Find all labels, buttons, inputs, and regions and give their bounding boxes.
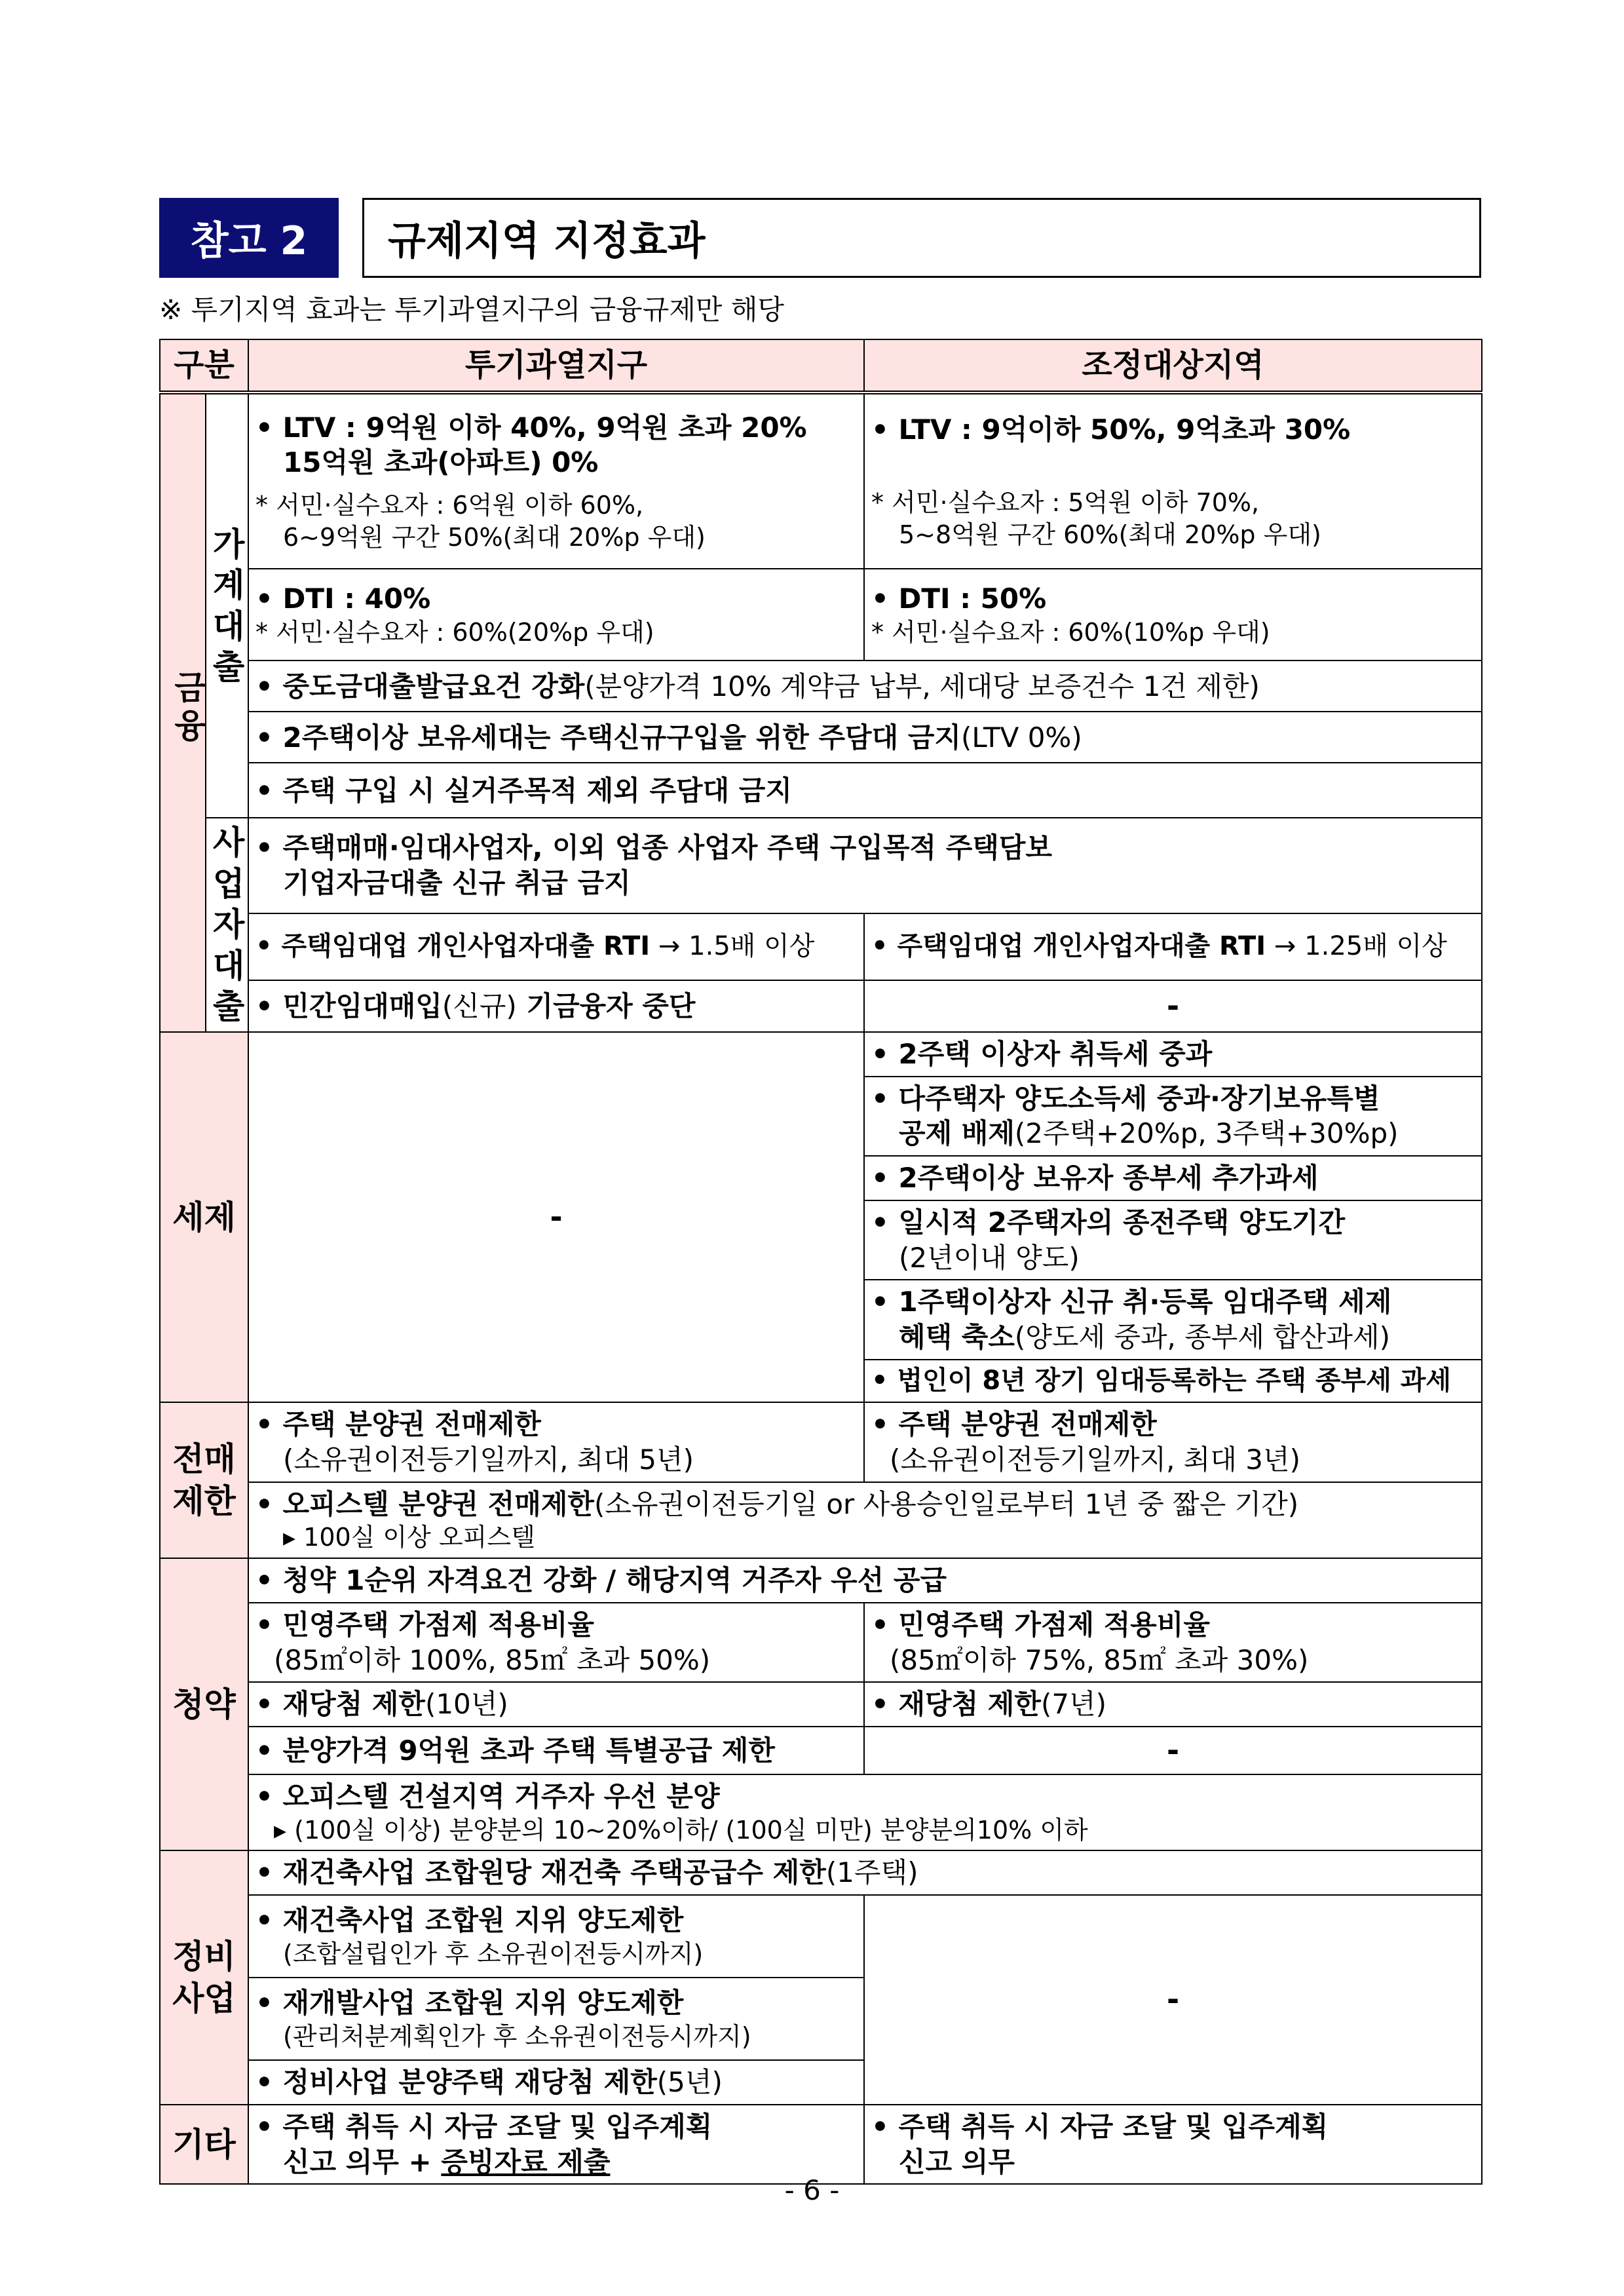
maintenance-redevelop-transfer: • 재개발사업 조합원 지위 양도제한 [255,1986,684,2019]
ltv-speculative-note: * 서민·실수요자 : 6억원 이하 60%, [255,491,644,520]
interim-loan: • 중도금대출발급요건 강화 [255,670,585,702]
corp-loan-line-2: 기업자금대출 신규 취급 금지 [283,867,631,900]
maintenance-rewin: • 정비사업 분양주택 재당첨 제한 [255,2066,657,2098]
table-row [160,1402,1482,1482]
resale-officetel-cell [248,1482,1482,1558]
ltv-speculative: • LTV : 9억원 이하 40%, 9억원 초과 20% [255,411,807,444]
maintenance-adjustment: - [864,1895,1482,2105]
private-rental-cell [248,980,864,1032]
tax-label: 세제 [160,1032,248,1402]
ltv-speculative-cell [248,392,864,569]
maintenance-label [160,1850,248,2105]
purchase-ban: • 주택 구입 시 실거주목적 제외 주담대 금지 [248,763,1482,818]
corp-loan-line: • 주택매매·임대사업자, 이외 업종 사업자 주택 구입목적 주택담보 [255,832,1052,864]
table-row [160,660,1482,712]
maintenance-rebuild-limit: • 재건축사업 조합원당 재건축 주택공급수 제한 [255,1856,826,1889]
ltv-adjustment: • LTV : 9억이하 50%, 9억초과 30% [871,413,1351,446]
table-header-row [160,339,1482,392]
two-house-ban: • 2주택이상 보유세대는 주택신규구입을 위한 주담대 금지 [255,721,961,754]
maintenance-rebuild-transfer-cell [248,1895,864,1978]
rti-speculative: • 주택임대업 개인사업자대출 RTI [255,931,651,962]
dti-speculative: • DTI : 40% [255,583,431,615]
etc-adjustment-cell [864,2105,1482,2185]
regulation-table [159,339,1482,2185]
maintenance-label-line: 정비 [172,1938,236,1976]
household-loan-char: 가 [213,525,245,564]
tax-temporary-cell [864,1200,1482,1280]
rti-speculative-value: → 1.5배 이상 [650,931,815,962]
resale-officetel-detail: (소유권이전등기일 or 사용승인일로부터 1년 중 짧은 기간) [594,1487,1299,1520]
dti-adjustment: • DTI : 50% [871,583,1047,615]
corp-loan-cell [248,818,1482,913]
subscription-officetel: • 오피스텔 건설지역 거주자 우선 분양 [255,1780,720,1812]
page-number: - 6 - [784,2174,840,2206]
table-row [160,763,1482,818]
dti-speculative-note: * 서민·실수요자 : 60%(20%p 우대) [255,618,654,647]
interim-loan-cell [248,660,1482,712]
resale-label [160,1402,248,1558]
private-rental: • 민간임대매입 [255,989,442,1022]
tax-transfer: • 다주택자 양도소득세 중과·장기보유특별 [871,1082,1380,1115]
maintenance-rebuild-transfer-note: (조합설립인가 후 소유권이전등시까지) [283,1939,704,1968]
maintenance-rebuild-limit-cell [248,1850,1482,1895]
private-rental-new: (신규) [442,989,517,1022]
two-house-cell [248,712,1482,763]
tax-corporate: • 법인이 8년 장기 임대등록하는 주택 종부세 과세 [864,1360,1482,1402]
resale-speculative: • 주택 분양권 전매제한 [255,1408,541,1441]
resale-adjustment-cell [864,1402,1482,1482]
business-loan-char: 사 [213,824,245,862]
subscription-rewin-speculative-years: (10년) [425,1688,508,1721]
etc-adjustment: • 주택 취득 시 자금 조달 및 입주계획 [871,2110,1329,2143]
table-row [160,980,1482,1032]
table-row [160,1895,1482,1978]
subscription-rewin-adjustment-cell [864,1682,1482,1727]
ltv-speculative-apartment: 15억원 초과(아파트) 0% [283,446,599,479]
table-row [160,392,1482,569]
rti-adjustment-value: → 1.25배 이상 [1266,931,1447,962]
tax-rental-reduction: 혜택 축소 [899,1321,1015,1354]
ltv-adjustment-note: * 서민·실수요자 : 5억원 이하 70%, [871,488,1260,518]
dti-speculative-cell [248,569,864,660]
top-note: ※ 투기지역 효과는 투기과열지구의 금융규제만 해당 [159,294,784,326]
ltv-speculative-note-2: 6~9억원 구간 50%(최대 20%p 우대) [283,522,706,552]
ltv-adjustment-note-2: 5~8억원 구간 60%(최대 20%p 우대) [899,520,1321,549]
table-row [160,1603,1482,1683]
tax-rental: • 1주택이상자 신규 취·등록 임대주택 세제 [871,1286,1392,1318]
tax-temporary-detail: (2년이내 양도) [899,1241,1080,1274]
etc-speculative: • 주택 취득 시 자금 조달 및 입주계획 [255,2110,713,2143]
subscription-point-adjustment-detail: (85㎡이하 75%, 85㎡ 초과 30%) [890,1643,1309,1676]
subscription-point-adjustment-cell [864,1603,1482,1683]
resale-label-line: 전매 [172,1440,236,1479]
tax-comprehensive: • 2주택이상 보유자 종부세 추가과세 [864,1156,1482,1200]
subscription-point-adjustment: • 민영주택 가점제 적용비율 [871,1608,1211,1641]
table-row [160,569,1482,660]
resale-label-line-2: 제한 [172,1482,236,1521]
resale-speculative-detail: (소유권이전등기일까지, 최대 5년) [283,1443,694,1476]
finance-label-text: 금융 [168,670,207,746]
table-row [160,818,1482,913]
table-row [160,712,1482,763]
table-row [160,1032,1482,1077]
table-row [160,1558,1482,1603]
subscription-special-supply-adjustment: - [864,1727,1482,1774]
resale-officetel-note: ▸ 100실 이상 오피스텔 [283,1523,535,1552]
reference-label: 참고 2 [159,198,339,278]
maintenance-rebuild-limit-detail: (1주택) [825,1856,918,1889]
resale-speculative-cell [248,1402,864,1482]
subscription-label: 청약 [160,1558,248,1850]
table-row [160,1850,1482,1895]
resale-adjustment: • 주택 분양권 전매제한 [871,1408,1157,1441]
private-rental-end: 기금융자 중단 [516,989,696,1022]
table-row [160,1482,1482,1558]
maintenance-redevelop-transfer-cell [248,1978,864,2060]
subscription-rewin-speculative-cell [248,1682,864,1727]
table-row [160,1727,1482,1774]
private-rental-adjustment: - [864,980,1482,1032]
dti-adjustment-cell [864,569,1482,660]
business-loan-label [206,818,248,1032]
tax-transfer-detail: (2주택+20%p, 3주택+30%p) [1014,1117,1399,1150]
household-loan-label [206,392,248,818]
regulation-table-wrap [159,339,1481,2185]
subscription-rewin-speculative: • 재당첨 제한 [255,1688,425,1721]
tax-temporary: • 일시적 2주택자의 종전주택 양도기간 [871,1206,1346,1238]
maintenance-redevelop-transfer-note: (관리처분계획인가 후 소유권이전등시까지) [283,2021,751,2051]
business-loan-char: 대 [213,946,245,985]
household-loan-char: 출 [213,648,245,687]
household-loan-char: 대 [213,607,245,645]
tax-transfer-cell [864,1077,1482,1157]
business-loan-char: 업 [213,864,245,903]
table-row [160,2105,1482,2185]
subscription-rewin-adjustment: • 재당첨 제한 [871,1688,1041,1721]
subscription-point-speculative-detail: (85㎡이하 100%, 85㎡ 초과 50%) [274,1643,711,1676]
subscription-first-rank: • 청약 1순위 자격요건 강화 / 해당지역 거주자 우선 공급 [248,1558,1482,1603]
tax-rental-detail: (양도세 중과, 종부세 합산과세) [1014,1321,1390,1354]
tax-rental-cell [864,1280,1482,1360]
household-loan-char: 계 [213,566,245,605]
business-loan-char: 출 [213,987,245,1026]
etc-label: 기타 [160,2105,248,2185]
subscription-special-supply: • 분양가격 9억원 초과 주택 특별공급 제한 [248,1727,864,1774]
etc-adjustment-report: 신고 의무 [899,2145,1015,2178]
subscription-point-speculative: • 민영주택 가점제 적용비율 [255,1608,595,1641]
two-house-detail: (LTV 0%) [960,721,1082,754]
dti-adjustment-note: * 서민·실수요자 : 60%(10%p 우대) [871,618,1270,647]
header-speculative: 투기과열지구 [248,339,864,392]
table-row [160,1774,1482,1850]
ltv-adjustment-cell [864,392,1482,569]
header-category: 구분 [160,339,248,392]
resale-officetel: • 오피스텔 분양권 전매제한 [255,1487,595,1520]
interim-loan-detail: (분양가격 10% 계약금 납부, 세대당 보증건수 1건 제한) [584,670,1260,702]
maintenance-rewin-cell [248,2060,864,2105]
maintenance-rebuild-transfer: • 재건축사업 조합원 지위 양도제한 [255,1904,684,1936]
page-title-text: 규제지역 지정효과 [388,218,706,264]
rti-adjustment: • 주택임대업 개인사업자대출 RTI [871,931,1266,962]
business-loan-char: 자 [213,906,245,944]
table-row [160,913,1482,980]
page-title [362,198,1481,278]
tax-acquisition: • 2주택 이상자 취득세 중과 [864,1032,1482,1077]
finance-label [160,392,206,1032]
etc-speculative-cell [248,2105,864,2185]
subscription-rewin-adjustment-years: (7년) [1040,1688,1107,1721]
subscription-officetel-cell [248,1774,1482,1850]
subscription-officetel-note: ▸ (100실 이상) 분양분의 10~20%이하/ (100실 미만) 분양분의10% 이하 [274,1815,1088,1845]
etc-speculative-evidence: 증빙자료 제출 [441,2145,611,2178]
etc-speculative-report: 신고 의무 + [283,2145,442,2178]
maintenance-label-line-2: 사업 [172,1980,236,2018]
header-adjustment: 조정대상지역 [864,339,1482,392]
subscription-point-speculative-cell [248,1603,864,1683]
tax-speculative: - [248,1032,864,1402]
resale-adjustment-detail: (소유권이전등기일까지, 최대 3년) [890,1443,1300,1476]
maintenance-rewin-years: (5년) [656,2066,723,2098]
rti-speculative-cell [248,913,864,980]
rti-adjustment-cell [864,913,1482,980]
tax-transfer-exclusion: 공제 배제 [899,1117,1015,1150]
table-row [160,1682,1482,1727]
